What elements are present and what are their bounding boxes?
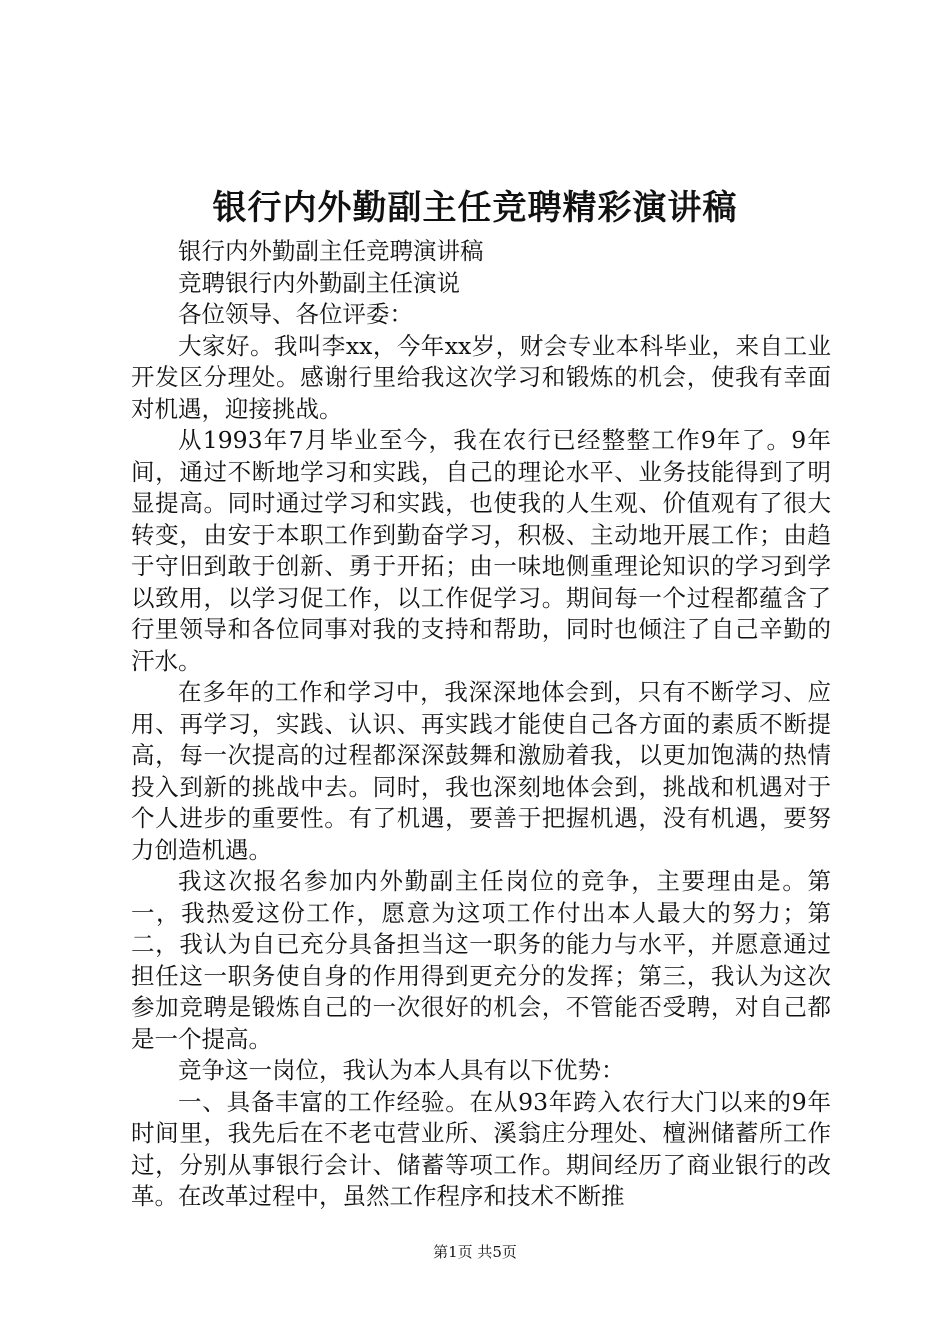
document-title: 银行内外勤副主任竞聘精彩演讲稿	[212, 188, 738, 228]
paragraph-introduction: 大家好。我叫李xx，今年xx岁，财会专业本科毕业，来自工业开发区分理处。感谢行里给我这次学习和锻炼的机会，使我有幸面对机遇，迎接挑战。	[131, 331, 831, 423]
paragraph-work-history: 从1993年7月毕业至今，我在农行已经整整工作9年了。9年间，通过不断地学习和实践，自己的理论水平、业务技能得到了明显提高。同时通过学习和实践，也使我的人生观、价值观有了很大转变，由安于本职工作到勤奋学习，积极、主动地开展工作；由趋于守旧到敢于创新、勇于开拓；由一味地侧重理论知识的学习到学以致用，以学习促工作，以工作促学习。期间每一个过程都蕴含了行里领导和各位同事对我的支持和帮助，同时也倾注了自己辛勤的汗水。	[131, 426, 831, 675]
paragraph-subtitle: 银行内外勤副主任竞聘演讲稿	[178, 237, 484, 265]
paragraph-reasons: 我这次报名参加内外勤副主任岗位的竞争，主要理由是。第一，我热爱这份工作，愿意为这项工作付出本人最大的努力；第二，我认为自已充分具备担当这一职务的能力与水平，并愿意通过担任这一职务使自身的作用得到更充分的发挥；第三，我认为这次参加竞聘是锻炼自己的一次很好的机会，不管能否受聘，对自己都是一个提高。	[131, 867, 831, 1053]
document-body	[131, 236, 831, 1213]
page-footer: 第1页 共5页	[433, 1243, 517, 1261]
paragraph-learning: 在多年的工作和学习中，我深深地体会到，只有不断学习、应用、再学习，实践、认识、再实践才能使自己各方面的素质不断提高，每一次提高的过程都深深鼓舞和激励着我，以更加饱满的热情投入到新的挑战中去。同时，我也深刻地体会到，挑战和机遇对于个人进步的重要性。有了机遇，要善于把握机遇，没有机遇，要努力创造机遇。	[131, 678, 831, 864]
paragraph-advantages-intro: 竞争这一岗位，我认为本人具有以下优势：	[178, 1056, 625, 1084]
paragraph-advantage-one: 一、具备丰富的工作经验。在从93年跨入农行大门以来的9年时间里，我先后在不老屯营业所、溪翁庄分理处、檀洲储蓄所工作过，分别从事银行会计、储蓄等项工作。期间经历了商业银行的改革。在改革过程中，虽然工作程序和技术不断推	[131, 1087, 831, 1210]
paragraph-alt-title: 竞聘银行内外勤副主任演说	[178, 268, 460, 297]
paragraph-salutation: 各位领导、各位评委：	[178, 300, 413, 328]
